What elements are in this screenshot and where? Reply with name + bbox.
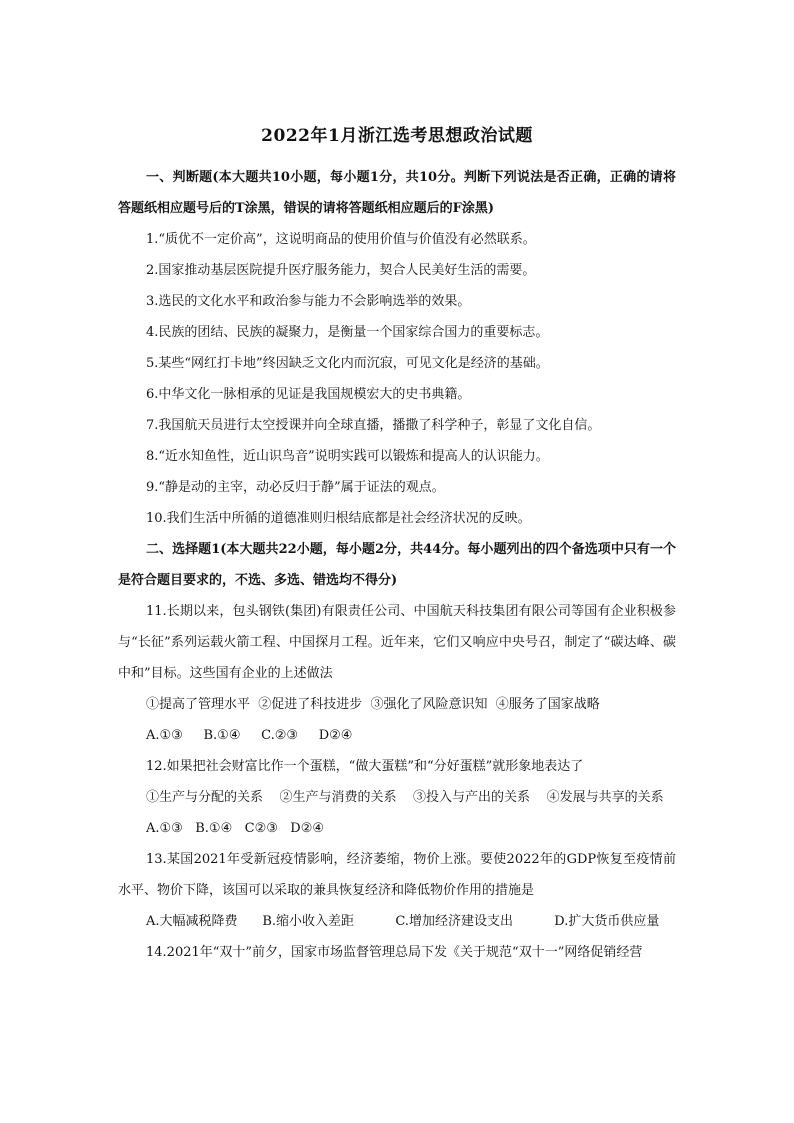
judgment-item-6: 6.中华文化一脉相承的见证是我国规模宏大的史书典籍。 [146,387,471,402]
question-13-choices: A.大幅减税降费 B.缩小收入差距 C.增加经济建设支出 D.扩大货币供应量 [146,914,660,929]
exam-page [118,124,676,968]
question-11-statements: ①提高了管理水平 ②促进了科技进步 ③强化了风险意识知 ④服务了国家战略 [146,697,600,712]
question-13-stem: 13.某国2021年受新冠疫情影响，经济萎缩，物价上涨。要使2022年的GDP恢复至疫情前水平、物价下降，该国可以采取的兼具恢复经济和降低物价作用的措施是 [118,852,676,898]
judgment-item-10: 10.我们生活中所循的道德准则归根结底都是社会经济状况的反映。 [146,511,531,526]
question-11-choices: A.①③ B.①④ C.②③ D②④ [146,728,353,743]
question-12-stem: 12.如果把社会财富比作一个蛋糕，“做大蛋糕”和“分好蛋糕”就形象地表达了 [146,759,584,774]
judgment-item-5: 5.某些“网红打卡地”终因缺乏文化内而沉寂，可见文化是经济的基础。 [146,356,549,371]
judgment-item-3: 3.选民的文化水平和政治参与能力不会影响选举的效果。 [146,294,471,309]
judgment-item-9: 9.“静是动的主宰，动必反归于静”属于证法的观点。 [146,480,445,495]
section-heading-choice: 二、选择题1(本大题共22小题，每小题2分，共44分。每小题列出的四个备选项中只有一个是符合题目要求的，不选、多选、错选均不得分) [118,542,676,588]
question-11-stem: 11.长期以来，包头钢铁(集团)有限责任公司、中国航天科技集团有限公司等国有企业积极参与“长征”系列运载火箭工程、中国探月工程。近年来，它们又响应中央号召，制定了“碳达峰、碳中和”目标。这些国有企业的上述做法 [118,604,676,681]
section-heading-judgment: 一、判断题(本大题共10小题，每小题1分，共10分。判断下列说法是否正确，正确的请将答题纸相应题号后的T涂黑，错误的请将答题纸相应题后的F涂黑) [118,170,676,216]
judgment-item-7: 7.我国航天员进行太空授课并向全球直播，播撒了科学种子，彰显了文化自信。 [146,418,601,433]
judgment-item-1: 1.“质优不一定价高”，这说明商品的使用价值与价值没有必然联系。 [146,232,536,247]
question-12-choices: A.①③ B.①④ C②③ D②④ [146,821,325,836]
page-title: 2022年1月浙江选考思想政治试题 [261,126,533,146]
question-14-stem: 14.2021年“双十”前夕，国家市场监督管理总局下发《关于规范“双十一”网络促销经营 [146,945,643,960]
question-12-statements: ①生产与分配的关系 ②生产与消费的关系 ③投入与产出的关系 ④发展与共享的关系 [146,790,664,805]
judgment-item-2: 2.国家推动基层医院提升医疗服务能力，契合人民美好生活的需要。 [146,263,536,278]
judgment-item-8: 8.“近水知鱼性，近山识鸟音”说明实践可以锻炼和提高人的认识能力。 [146,449,549,464]
judgment-item-4: 4.民族的团结、民族的凝聚力，是衡量一个国家综合国力的重要标志。 [146,325,549,340]
